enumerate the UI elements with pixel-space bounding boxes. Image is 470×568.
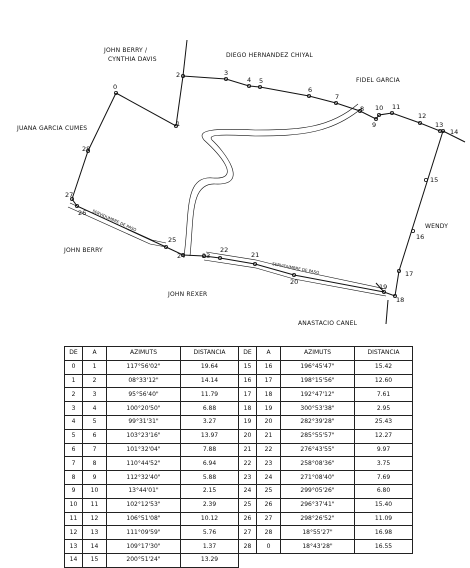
table-cell: 296°37'41" — [281, 498, 355, 512]
table-cell: 20 — [239, 429, 257, 443]
table-cell: 99°31'31" — [107, 415, 181, 429]
vertex-label: 27 — [65, 191, 74, 199]
table-cell: 10.12 — [181, 512, 239, 526]
table-cell: 100°20'50" — [107, 402, 181, 416]
vertex-label: 14 — [450, 128, 459, 136]
table-cell: 102°12'53" — [107, 498, 181, 512]
table-cell: 4 — [83, 402, 107, 416]
table-row — [65, 457, 413, 471]
vertex-label: 16 — [416, 233, 425, 241]
table-cell: 22 — [239, 457, 257, 471]
road-label-right: SERVIDUMBRE DE PASO — [271, 261, 320, 276]
col-header-azimuts-2: AZIMUTS — [281, 347, 355, 361]
table-row — [65, 484, 413, 498]
road-label-left: SERVIDUMBRE DE PASO — [91, 208, 138, 233]
table-cell: 6 — [83, 429, 107, 443]
table-cell: 15.42 — [355, 360, 413, 374]
table-cell: 1 — [83, 360, 107, 374]
table-cell: 7 — [65, 457, 83, 471]
table-cell: 21 — [239, 443, 257, 457]
table-cell: 2 — [65, 388, 83, 402]
vertex-label: 6 — [308, 86, 313, 94]
owner-wendy: WENDY — [425, 223, 449, 230]
vertex-label: 18 — [396, 296, 405, 304]
table-cell — [281, 553, 355, 567]
table-cell — [257, 553, 281, 567]
table-cell — [355, 553, 413, 567]
vertex-label: 28 — [82, 145, 91, 153]
owner-juana-garcia: JUANA GARCIA CUMES — [17, 125, 88, 132]
access-roads — [68, 104, 386, 296]
table-cell: 9 — [83, 471, 107, 485]
table-cell: 15.40 — [355, 498, 413, 512]
table-cell: 6 — [65, 443, 83, 457]
table-cell: 110°44'52" — [107, 457, 181, 471]
table-cell: 17 — [239, 388, 257, 402]
table-cell: 11.09 — [355, 512, 413, 526]
south-extension-line — [386, 300, 388, 324]
table-cell: 16 — [257, 360, 281, 374]
table-cell: 271°08'40" — [281, 471, 355, 485]
col-header-a: A — [83, 347, 107, 361]
col-header-distancia-2: DISTANCIA — [355, 347, 413, 361]
table-cell: 9.97 — [355, 443, 413, 457]
table-cell: 28 — [257, 526, 281, 540]
table-cell: 25 — [257, 484, 281, 498]
table-cell: 298°26'52" — [281, 512, 355, 526]
vertex-label: 25 — [168, 236, 177, 244]
table-row — [65, 429, 413, 443]
table-cell: 112°32'40" — [107, 471, 181, 485]
table-cell: 10 — [65, 498, 83, 512]
table-cell: 11.79 — [181, 388, 239, 402]
table-row — [65, 553, 413, 567]
table-header-row — [65, 347, 413, 361]
table-cell: 7 — [83, 443, 107, 457]
table-cell: 13°44'01" — [107, 484, 181, 498]
table-cell — [239, 553, 257, 567]
table-cell: 5 — [65, 429, 83, 443]
winding-path-outer — [184, 104, 358, 256]
owner-diego-hernandez: DIEGO HERNANDEZ CHIYAL — [226, 52, 313, 59]
table-row — [65, 512, 413, 526]
table-cell: 17 — [257, 374, 281, 388]
table-cell: 23 — [257, 457, 281, 471]
vertex-label: 17 — [405, 270, 414, 278]
table-cell: 18 — [239, 402, 257, 416]
table-cell: 13.97 — [181, 429, 239, 443]
table-cell: 3 — [65, 402, 83, 416]
table-cell: 5.76 — [181, 526, 239, 540]
col-header-a-2: A — [257, 347, 281, 361]
table-cell: 285°55'57" — [281, 429, 355, 443]
table-cell: 11 — [83, 498, 107, 512]
table-cell: 3.75 — [355, 457, 413, 471]
table-cell: 6.80 — [355, 484, 413, 498]
table-cell: 8 — [65, 471, 83, 485]
vertex-label: 7 — [335, 93, 340, 101]
vertex-label: 11 — [392, 103, 401, 111]
table-cell: 16.55 — [355, 540, 413, 554]
table-cell: 18°43'28" — [281, 540, 355, 554]
table-cell: 14 — [83, 540, 107, 554]
table-cell: 7.69 — [355, 471, 413, 485]
table-cell: 1 — [65, 374, 83, 388]
table-row — [65, 415, 413, 429]
vertex-markers — [70, 74, 444, 297]
vertex-label: 2 — [176, 71, 181, 79]
table-cell: 23 — [239, 471, 257, 485]
owner-john-berry: JOHN BERRY — [64, 247, 103, 254]
table-cell: 16 — [239, 374, 257, 388]
table-cell: 13 — [83, 526, 107, 540]
table-cell: 6.88 — [181, 402, 239, 416]
table-row — [65, 360, 413, 374]
table-row — [65, 471, 413, 485]
north-extension-line — [183, 40, 187, 76]
vertex-label: 8 — [360, 105, 365, 113]
table-cell: 18 — [257, 388, 281, 402]
table-cell: 19.64 — [181, 360, 239, 374]
table-cell: 258°08'36" — [281, 457, 355, 471]
table-cell: 25 — [239, 498, 257, 512]
vertex-label: 23 — [202, 252, 211, 260]
table-cell: 103°23'16" — [107, 429, 181, 443]
vertex-label: 19 — [379, 283, 388, 291]
table-cell: 8 — [83, 457, 107, 471]
table-cell: 198°15'56" — [281, 374, 355, 388]
vertex-label: 10 — [375, 104, 384, 112]
table-row — [65, 443, 413, 457]
table-cell: 196°45'47" — [281, 360, 355, 374]
table-cell: 15 — [83, 553, 107, 567]
vertex-label: 5 — [259, 77, 264, 85]
table-cell: 26 — [239, 512, 257, 526]
table-cell: 08°33'12" — [107, 374, 181, 388]
table-cell: 111°09'59" — [107, 526, 181, 540]
vertex-label: 20 — [290, 278, 299, 286]
vertex-label: 1 — [176, 120, 181, 128]
vertex-label: 21 — [251, 251, 260, 259]
table-cell: 95°56'40" — [107, 388, 181, 402]
table-cell: 15 — [239, 360, 257, 374]
table-cell: 13 — [65, 540, 83, 554]
table-cell: 3 — [83, 388, 107, 402]
azimuth-distance-table — [64, 346, 413, 568]
table-cell: 10 — [83, 484, 107, 498]
col-header-azimuts: AZIMUTS — [107, 347, 181, 361]
table-cell: 299°05'26" — [281, 484, 355, 498]
vertex-label: 0 — [113, 83, 118, 91]
table-cell: 2.95 — [355, 402, 413, 416]
table-cell: 24 — [239, 484, 257, 498]
col-header-de: DE — [65, 347, 83, 361]
table-cell: 12.27 — [355, 429, 413, 443]
vertex-label: 22 — [220, 246, 229, 254]
table-cell: 106°51'08" — [107, 512, 181, 526]
vertex-label: 15 — [430, 176, 439, 184]
table-cell: 1.37 — [181, 540, 239, 554]
table-cell: 16.98 — [355, 526, 413, 540]
table-cell: 200°51'24" — [107, 553, 181, 567]
boundary-polygon — [72, 76, 443, 296]
table-cell: 0 — [257, 540, 281, 554]
table-cell: 7.88 — [181, 443, 239, 457]
vertex-label: 4 — [247, 76, 252, 84]
owner-john-berry-cynthia-line1: JOHN BERRY / — [104, 47, 148, 54]
table-cell: 2.39 — [181, 498, 239, 512]
table-cell: 11 — [65, 512, 83, 526]
table-cell: 5 — [83, 415, 107, 429]
table-cell: 20 — [257, 415, 281, 429]
table-cell: 27 — [257, 512, 281, 526]
table-cell: 117°56'02" — [107, 360, 181, 374]
vertex-label: 26 — [78, 209, 87, 217]
table-cell: 27 — [239, 526, 257, 540]
owner-anastacio-canel: ANASTACIO CANEL — [298, 320, 358, 327]
table-cell: 14.14 — [181, 374, 239, 388]
table-cell: 276°43'55" — [281, 443, 355, 457]
boundary-lines — [72, 40, 465, 324]
table-cell: 19 — [239, 415, 257, 429]
col-header-de-2: DE — [239, 347, 257, 361]
vertex-label: 3 — [224, 69, 229, 77]
vertex-label: 12 — [418, 112, 427, 120]
table-cell: 101°32'04" — [107, 443, 181, 457]
table-cell: 12 — [83, 512, 107, 526]
table-row — [65, 498, 413, 512]
owner-john-rexer: JOHN REXER — [168, 291, 208, 298]
table-cell: 12.60 — [355, 374, 413, 388]
vertex-label: 24 — [177, 252, 186, 260]
vertex-label: 13 — [435, 121, 444, 129]
table-row — [65, 388, 413, 402]
table-cell: 21 — [257, 429, 281, 443]
owner-john-berry-cynthia-line2: CYNTHIA DAVIS — [108, 56, 157, 63]
table-cell: 18°55'27" — [281, 526, 355, 540]
table-cell: 22 — [257, 443, 281, 457]
col-header-distancia: DISTANCIA — [181, 347, 239, 361]
winding-path-inner — [190, 108, 362, 256]
table-row — [65, 540, 413, 554]
table-cell: 300°53'38" — [281, 402, 355, 416]
table-cell: 109°17'30" — [107, 540, 181, 554]
table-cell: 2 — [83, 374, 107, 388]
table-cell: 25.43 — [355, 415, 413, 429]
table-cell: 13.29 — [181, 553, 239, 567]
table-cell: 9 — [65, 484, 83, 498]
table-row — [65, 526, 413, 540]
table-cell: 2.15 — [181, 484, 239, 498]
table-cell: 19 — [257, 402, 281, 416]
table-row — [65, 374, 413, 388]
table-cell: 28 — [239, 540, 257, 554]
table-cell: 7.61 — [355, 388, 413, 402]
table-cell: 282°39'28" — [281, 415, 355, 429]
table-cell: 0 — [65, 360, 83, 374]
owner-fidel-garcia: FIDEL GARCIA — [356, 77, 400, 84]
table-cell: 6.94 — [181, 457, 239, 471]
table-row — [65, 402, 413, 416]
table-cell: 12 — [65, 526, 83, 540]
table-cell: 3.27 — [181, 415, 239, 429]
vertex-label: 9 — [372, 121, 377, 129]
table-cell: 26 — [257, 498, 281, 512]
table-cell: 5.88 — [181, 471, 239, 485]
table-cell: 4 — [65, 415, 83, 429]
table-body — [65, 360, 413, 567]
table-cell: 192°47'12" — [281, 388, 355, 402]
table-cell: 14 — [65, 553, 83, 567]
table-cell: 24 — [257, 471, 281, 485]
